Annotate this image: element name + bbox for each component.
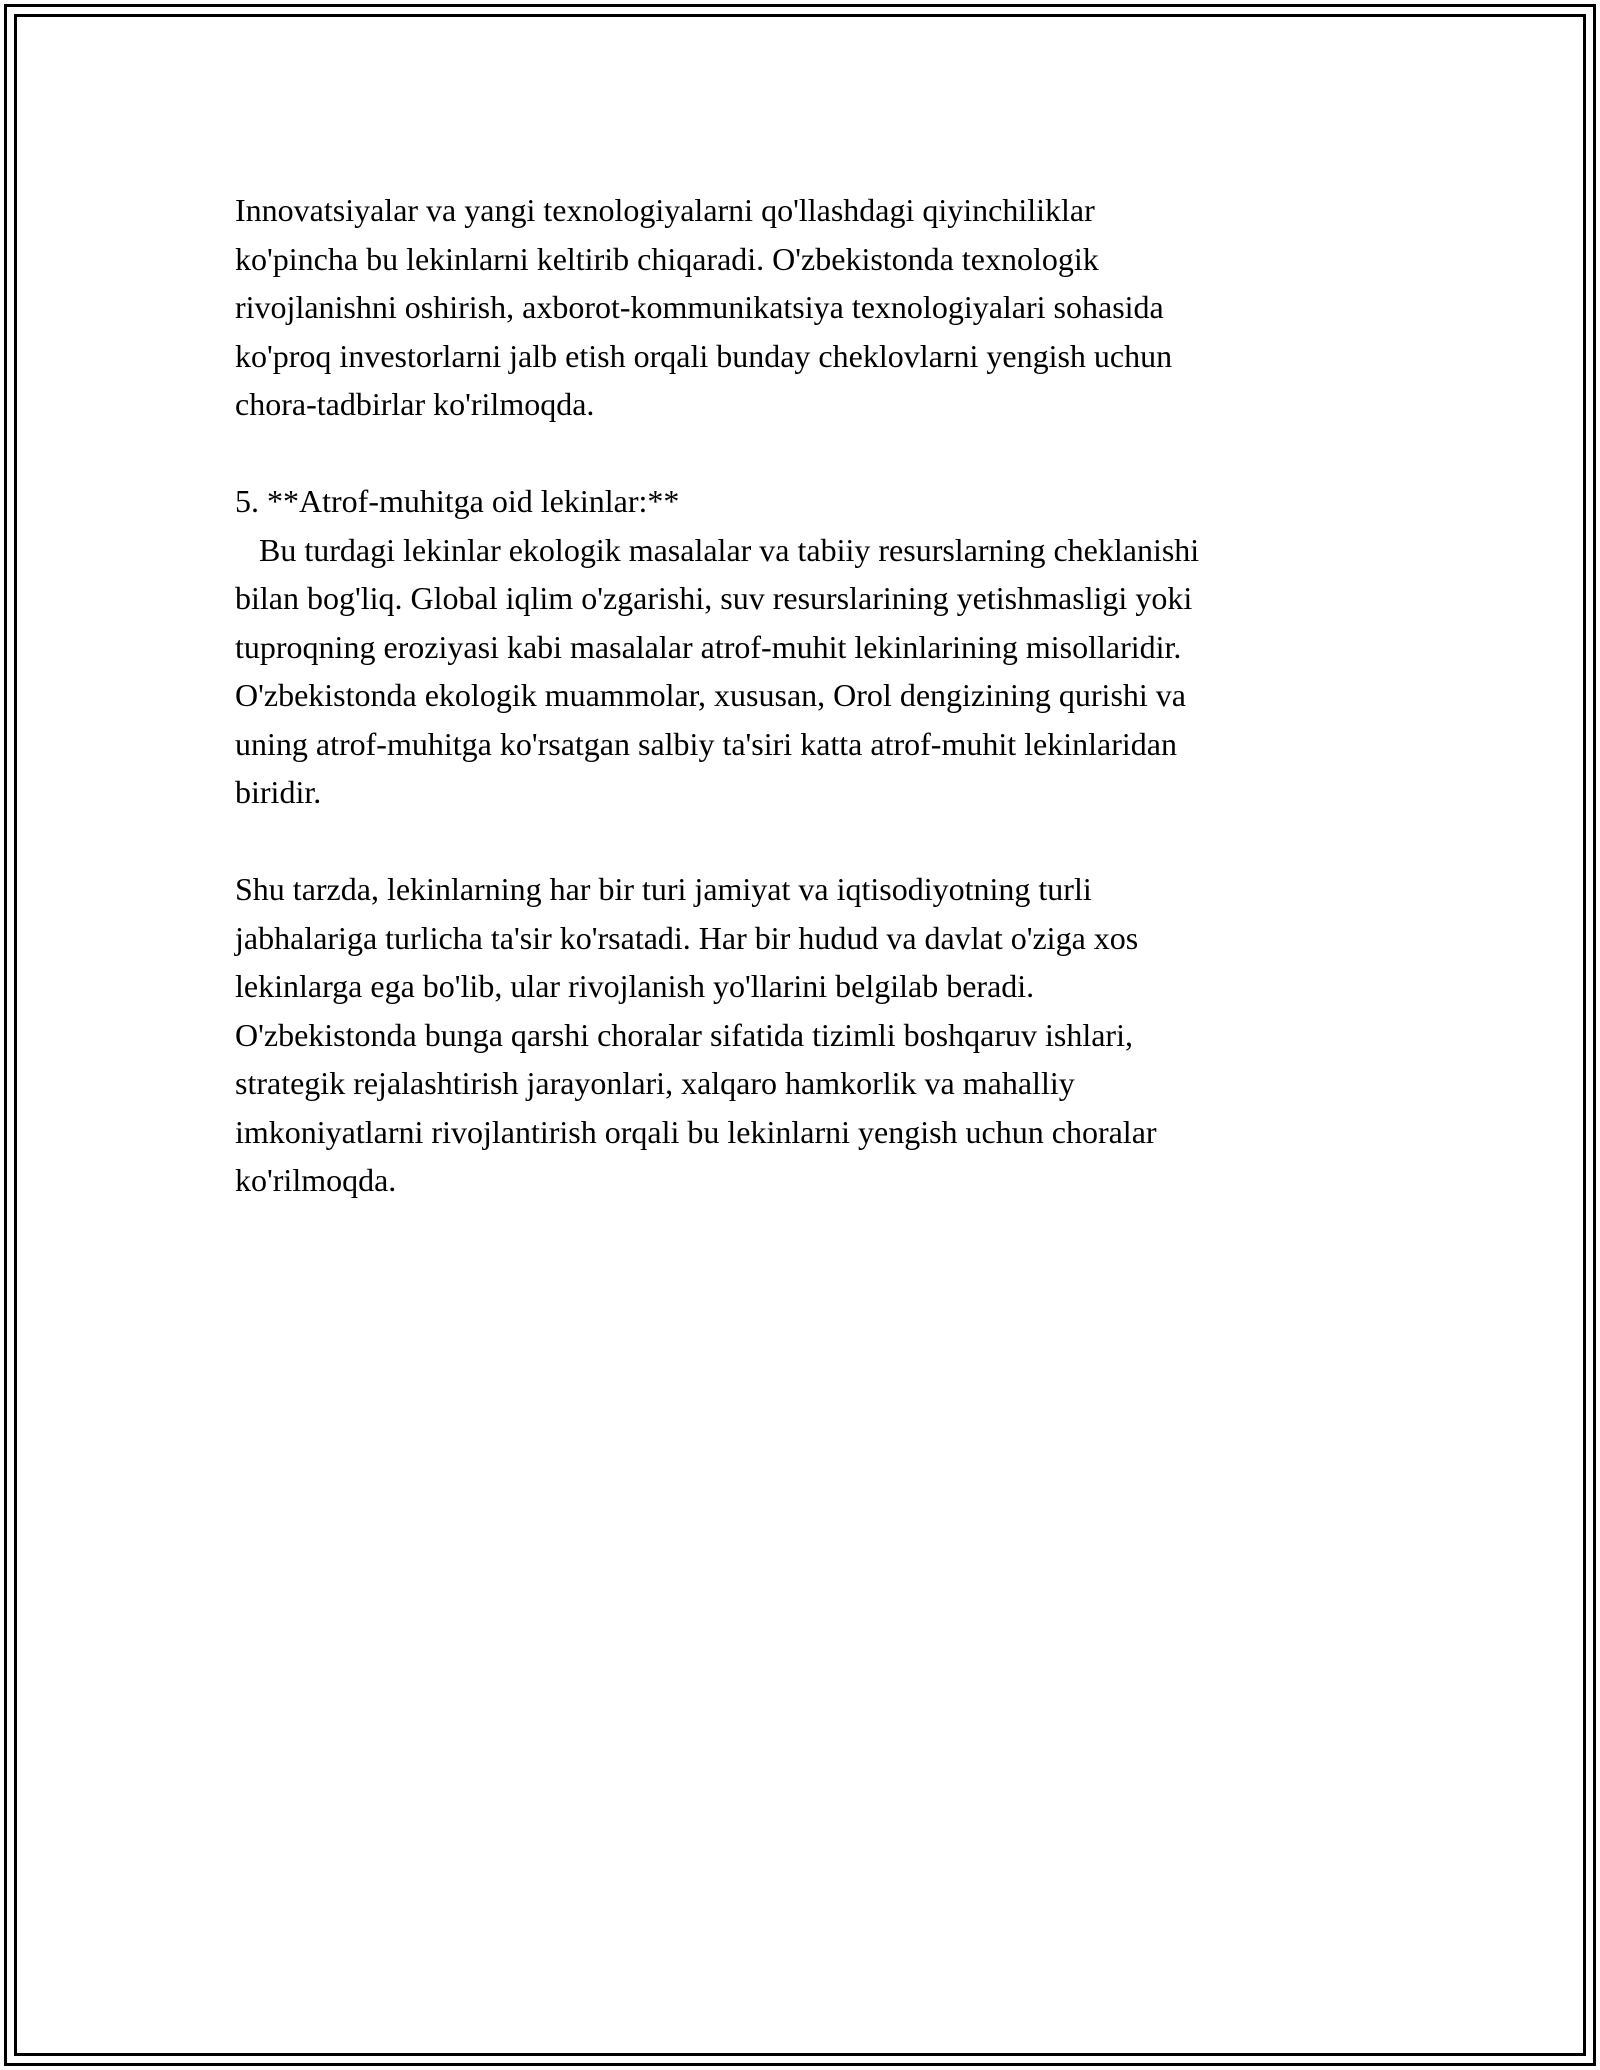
text-line: Innovatsiyalar va yangi texnologiyalarni qo'llashdagi qiyinchiliklar [235, 192, 1095, 228]
text-line: O'zbekistonda ekologik muammolar, xususan, Orol dengizining qurishi va [235, 677, 1186, 713]
text-line: Bu turdagi lekinlar ekologik masalalar va tabiiy resurslarning cheklanishi [235, 531, 1200, 568]
text-line: ko'rilmoqda. [235, 1162, 397, 1198]
text-line: biridir. [235, 774, 322, 810]
text-line: O'zbekistonda bunga qarshi choralar sifatida tizimli boshqaruv ishlari, [235, 1016, 1133, 1053]
text-line: imkoniyatlarni rivojlantirish orqali bu lekinlarni yengish uchun choralar [235, 1113, 1157, 1150]
section-heading: 5. **Atrof-muhitga oid lekinlar:** [235, 483, 680, 519]
text-line: chora-tadbirlar ko'rilmoqda. [235, 386, 595, 422]
paragraph-innovations [235, 186, 1365, 429]
paragraph-environmental [235, 477, 1365, 817]
text-line: ko'pincha bu lekinlarni keltirib chiqaradi. O'zbekistonda texnologik [235, 240, 1099, 277]
text-line: uning atrof-muhitga ko'rsatgan salbiy ta'siri katta atrof-muhit lekinlaridan [235, 725, 1177, 762]
text-line: bilan bog'liq. Global iqlim o'zgarishi, suv resurslarining yetishmasligi yoki [235, 580, 1193, 616]
text-line: lekinlarga ega bo'lib, ular rivojlanish yo'llarini belgilab beradi. [235, 968, 1035, 1004]
text-line: jabhalariga turlicha ta'sir ko'rsatadi. Har bir hudud va davlat o'ziga xos [235, 919, 1139, 956]
text-line: tuproqning eroziyasi kabi masalalar atrof-muhit lekinlarining misollaridir. [235, 628, 1182, 665]
text-line: ko'proq investorlarni jalb etish orqali bunday cheklovlarni yengish uchun [235, 337, 1173, 374]
text-line: Shu tarzda, lekinlarning har bir turi jamiyat va iqtisodiyotning turli [235, 871, 1092, 907]
paragraph-conclusion [235, 865, 1365, 1205]
text-line: rivojlanishni oshirish, axborot-kommunikatsiya texnologiyalari sohasida [235, 289, 1164, 325]
text-line: strategik rejalashtirish jarayonlari, xalqaro hamkorlik va mahalliy [235, 1065, 1075, 1101]
document-body [235, 186, 1365, 1253]
